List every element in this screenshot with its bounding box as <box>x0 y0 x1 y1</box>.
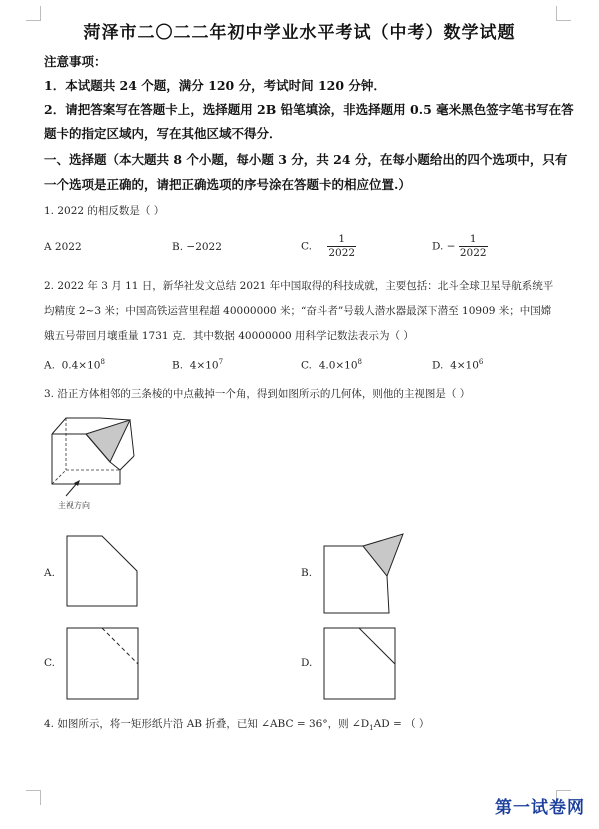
section-heading-line-2: 一个选项是正确的，请把正确选项的序号涂在答题卡的相应位置.） <box>44 177 411 192</box>
fraction-denominator: 2022 <box>328 247 356 259</box>
crop-mark-bottom-left <box>26 790 41 805</box>
question-3-option-a-label: A. <box>44 567 55 579</box>
question-2-option-c <box>301 358 362 372</box>
question-4-stem-suffix: AD = （ ） <box>373 718 430 730</box>
notes-item-1: 1．本试题共 24 个题，满分 120 分，考试时间 120 分钟． <box>44 78 386 93</box>
question-3-option-c-figure <box>66 627 139 700</box>
question-2-option-b <box>172 358 223 372</box>
question-3-option-b-figure <box>323 532 405 614</box>
question-3-stem: 3. 沿正方体相邻的三条棱的中点截掉一个角，得到如图所示的几何体，则他的主视图是（ ） <box>44 388 471 400</box>
question-1-option-d-fraction <box>459 233 488 260</box>
fraction-numerator: 1 <box>338 233 346 245</box>
question-2-option-d <box>432 358 483 372</box>
question-1-option-d-label: D. − <box>432 240 456 253</box>
option-value: 4.0×10 <box>318 359 358 372</box>
watermark-logo: 第一试卷网 <box>495 798 585 818</box>
question-4-subscript: 1 <box>369 724 374 733</box>
option-exponent: 7 <box>218 358 224 366</box>
fraction-numerator: 1 <box>469 233 477 245</box>
question-4-stem <box>44 716 429 732</box>
question-3-option-d-figure <box>323 627 396 700</box>
view-direction-label: 主视方向 <box>58 501 90 510</box>
notes-item-2-line-2: 题卡的指定区域内，写在其他区域不得分． <box>44 126 282 141</box>
page-title: 菏泽市二〇二二年初中学业水平考试（中考）数学试题 <box>83 23 516 43</box>
notes-item-2-line-1: 2．请把答案写在答题卡上，选择题用 2B 铅笔填涂，非选择题用 0.5 毫米黑色签字笔书写在答 <box>44 102 574 117</box>
option-label: B. <box>172 359 184 372</box>
question-2-line-2: 均精度 2~3 米；中国高铁运营里程超 40000000 米；“奋斗者”号载人潜水器最深下潜至 10909 米；中国嫦 <box>44 305 552 317</box>
question-1-option-b: B. −2022 <box>172 241 222 253</box>
option-label: A. <box>44 359 55 372</box>
question-1-option-c-label: C. <box>301 240 312 253</box>
question-2-line-3: 娥五号带回月壤重量 1731 克．其中数据 40000000 用科学记数法表示为（ ） <box>44 330 414 342</box>
option-exponent: 8 <box>357 358 363 366</box>
fraction-denominator: 2022 <box>459 247 487 259</box>
question-3-option-d-label: D. <box>301 657 313 669</box>
question-3-option-c-label: C. <box>44 657 55 669</box>
question-1-stem: 1. 2022 的相反数是（ ） <box>44 205 165 217</box>
question-3-option-a-figure <box>66 535 138 607</box>
question-3-option-b-label: B. <box>301 567 313 579</box>
option-value: 0.4×10 <box>61 359 101 372</box>
option-label: C. <box>301 359 312 372</box>
question-1-option-c-fraction <box>327 233 356 260</box>
question-4-stem-text: 4. 如图所示，将一矩形纸片沿 AB 折叠，已知 ∠ABC = 36°，则 ∠D <box>44 718 370 730</box>
section-heading-line-1: 一、选择题（本大题共 8 个小题，每小题 3 分，共 24 分，在每小题给出的四个选项中，只有 <box>44 152 568 167</box>
question-2-line-1: 2. 2022 年 3 月 11 日，新华社发文总结 2021 年中国取得的科技成就，主要包括：北斗全球卫星导航系统平 <box>44 280 554 292</box>
option-exponent: 8 <box>100 358 105 366</box>
question-1-option-a: A 2022 <box>44 241 82 253</box>
notes-heading: 注意事项： <box>44 54 107 69</box>
option-value: 4×10 <box>450 359 479 372</box>
question-2-option-a <box>44 358 105 372</box>
option-label: D. <box>432 359 444 372</box>
option-exponent: 6 <box>478 358 484 366</box>
question-3-cube-figure <box>40 410 150 515</box>
option-value: 4×10 <box>189 359 219 372</box>
